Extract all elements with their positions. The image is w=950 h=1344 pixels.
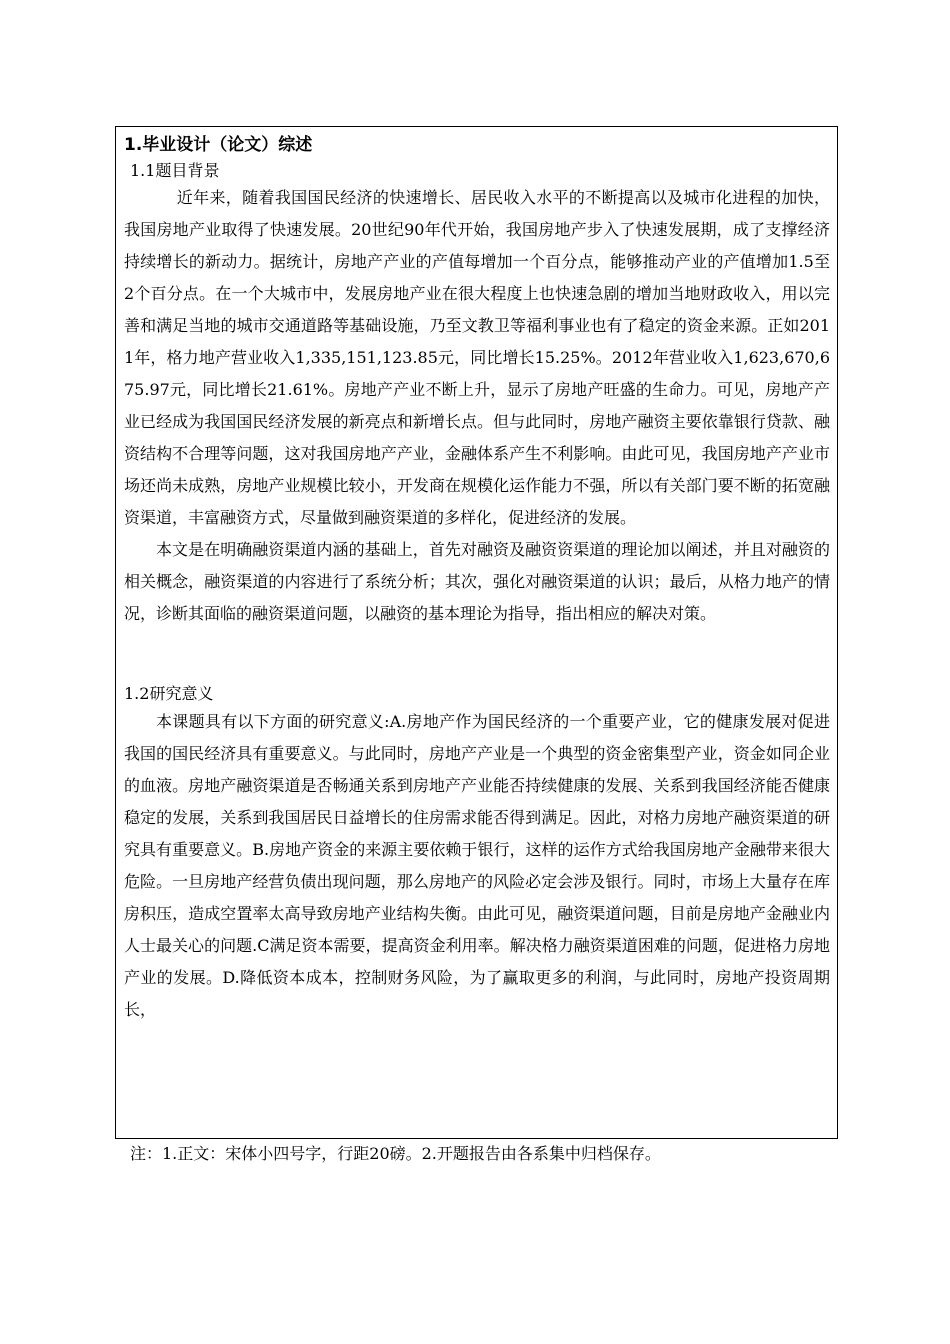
paragraph-significance-1: 本课题具有以下方面的研究意义:A.房地产作为国民经济的一个重要产业，它的健康发展对促进我国的国民经济具有重要意义。与此同时，房地产产业是一个典型的资金密集型产业，资金如同企业的血液。房地产融资渠道是否畅通关系到房地产产业能否持续健康的发展、关系到我国经济能否健康稳定的发展，关系到我国居民日益增长的住房需求能否得到满足。因此，对格力房地产融资渠道的研究具有重要意义。B.房地产资金的来源主要依赖于银行，这样的运作方式给我国房地产金融带来很大危险。一旦房地产经营负债出现问题，那么房地产的风险必定会涉及银行。同时，市场上大量存在库房积压，造成空置率太高导致房地产业结构失衡。由此可见，融资渠道问题，目前是房地产金融业内人士最关心的问题.C满足资本需要，提高资金利用率。解决格力融资渠道困难的问题，促进格力房地产业的发展。D.降低资本成本，控制财务风险，为了赢取更多的利润，与此同时，房地产投资周期长， — [124, 712, 830, 1019]
report-content — [124, 131, 830, 1026]
report-table-cell — [115, 126, 838, 1139]
subsection-title-significance: 1.2研究意义 — [124, 684, 214, 703]
paragraph-background-1: 近年来，随着我国国民经济的快速增长、居民收入水平的不断提高以及城市化进程的加快，我国房地产业取得了快速发展。20世纪90年代开始，我国房地产步入了快速发展期，成了支撑经济持续增长的新动力。据统计，房地产产业的产值每增加一个百分点，能够推动产业的产值增加1.5至2个百分点。在一个大城市中，发展房地产业在很大程度上也快速急剧的增加当地财政收入，用以完善和满足当地的城市交通道路等基础设施，乃至文教卫等福利事业也有了稳定的资金来源。正如2011年，格力地产营业收入1,335,151,123.85元，同比增长15.25%。2012年营业收入1,623,670,675.97元，同比增长21.61%。房地产产业不断上升，显示了房地产旺盛的生命力。可见，房地产产业已经成为我国国民经济发展的新亮点和新增长点。但与此同时，房地产融资主要依靠银行贷款、融资结构不合理等问题，这对我国房地产产业，金融体系产生不利影响。由此可见，我国房地产产业市场还尚未成熟，房地产业规模比较小，开发商在规模化运作能力不强，所以有关部门要不断的拓宽融资渠道，丰富融资方式，尽量做到融资渠道的多样化，促进经济的发展。 — [124, 188, 830, 527]
footer-note: 注：1.正文：宋体小四号字，行距20磅。2.开题报告由各系集中归档保存。 — [130, 1144, 661, 1163]
paragraph-background-2: 本文是在明确融资渠道内涵的基础上，首先对融资及融资资渠道的理论加以阐述，并且对融资的相关概念，融资渠道的内容进行了系统分析；其次，强化对融资渠道的认识；最后，从格力地产的情况，诊断其面临的融资渠道问题，以融资的基本理论为指导，指出相应的解决对策。 — [124, 540, 830, 623]
subsection-title-background: 1.1题目背景 — [130, 161, 220, 180]
blank-line — [124, 662, 830, 682]
blank-line — [124, 630, 830, 662]
section-heading: 1.毕业设计（论文）综述 — [124, 135, 313, 155]
